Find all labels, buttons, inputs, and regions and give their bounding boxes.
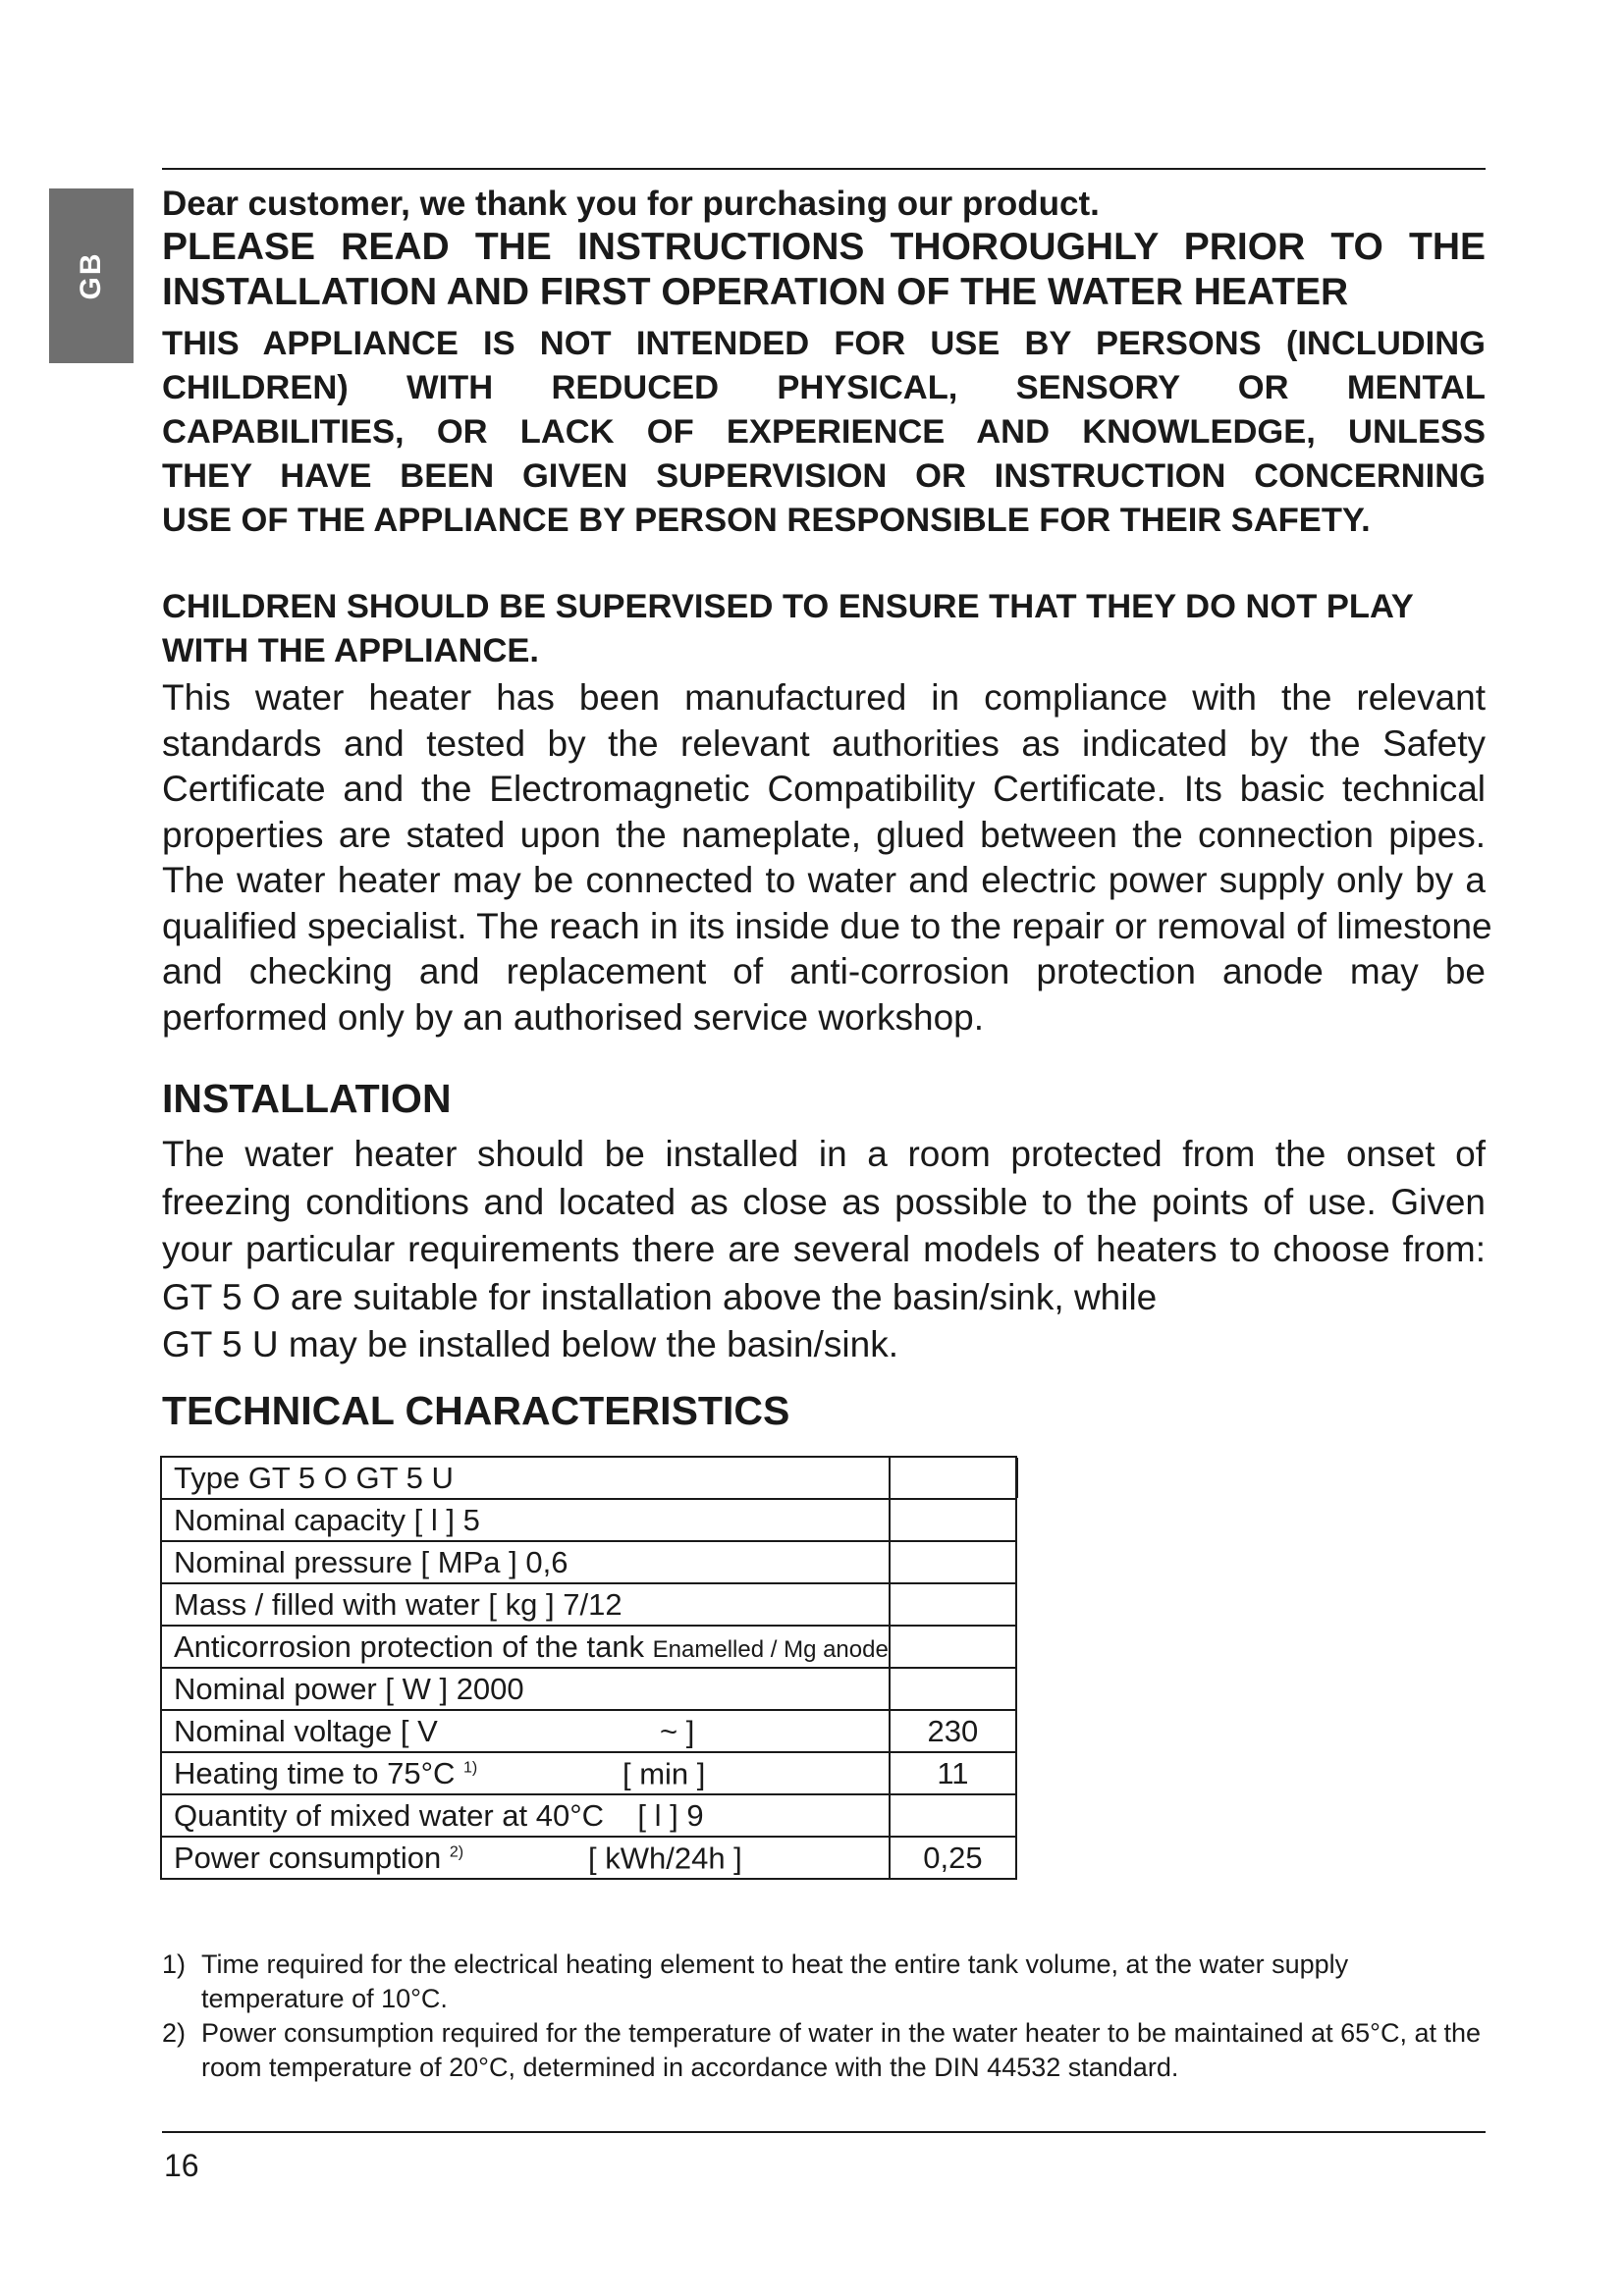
warning-line: USE OF THE APPLIANCE BY PERSON RESPONSIBLE FOR THEIR SAFETY.: [162, 502, 1371, 539]
table-row: [161, 1457, 1016, 1499]
row-label-small: Enamelled / Mg anode: [652, 1636, 889, 1663]
installation-paragraph: [162, 1131, 1486, 1369]
paragraph-line: properties are stated upon the nameplate, glued between the connection pipes.: [162, 814, 1486, 855]
children-warning-line: CHILDREN SHOULD BE SUPERVISED TO ENSURE THAT THEY DO NOT PLAY: [162, 588, 1414, 625]
footnote-number: 2): [162, 2018, 187, 2048]
paragraph-line: freezing conditions and located as close as possible to the points of use. Given: [162, 1181, 1486, 1222]
paragraph-line: This water heater has been manufactured in compliance with the relevant: [162, 677, 1486, 718]
table-cell-value: 11: [890, 1752, 1016, 1794]
paragraph-line: qualified specialist. The reach in its inside due to the repair or removal of limestone: [162, 905, 1492, 946]
table-cell-value: 0,25: [890, 1837, 1016, 1879]
children-warning: [162, 585, 1537, 673]
column-divider: [1016, 1458, 1019, 1498]
paragraph-line: GT 5 U may be installed below the basin/sink.: [162, 1324, 898, 1364]
headline-line: PLEASE READ THE INSTRUCTIONS THOROUGHLY PRIOR TO THE: [162, 226, 1486, 268]
headline-line: INSTALLATION AND FIRST OPERATION OF THE WATER HEATER: [162, 271, 1349, 313]
table-cell-value: [890, 1457, 1016, 1499]
greeting: Dear customer, we thank you for purchasing our product.: [162, 185, 1100, 223]
warning-line: THEY HAVE BEEN GIVEN SUPERVISION OR INSTRUCTION CONCERNING: [162, 457, 1486, 495]
top-rule: [162, 168, 1486, 170]
table-row: [161, 1710, 1016, 1752]
footnote: [162, 1948, 1486, 2016]
row-unit: ~ ]: [660, 1714, 695, 1748]
table-row: [161, 1583, 1016, 1626]
bottom-rule: [162, 2131, 1486, 2133]
table-row: [161, 1668, 1016, 1710]
language-tab-label: GB: [75, 251, 107, 300]
footnote-ref: 1): [462, 1759, 478, 1777]
paragraph-line: performed only by an authorised service workshop.: [162, 996, 985, 1038]
table-cell-value: [890, 1668, 1016, 1710]
paragraph-line: standards and tested by the relevant authorities as indicated by the Safety: [162, 722, 1486, 764]
table-cell-value: [890, 1626, 1016, 1668]
table-cell-value: [890, 1499, 1016, 1541]
headline: [162, 225, 1486, 315]
table-cell-value: [890, 1794, 1016, 1837]
table-row: [161, 1499, 1016, 1541]
table-cell-value: [890, 1541, 1016, 1583]
footnote-ref: 2): [449, 1843, 464, 1861]
footnote: [162, 2016, 1486, 2085]
footnotes: [162, 1948, 1486, 2085]
children-warning-line: WITH THE APPLIANCE.: [162, 632, 539, 669]
table-cell-value: 230: [890, 1710, 1016, 1752]
technical-heading: TECHNICAL CHARACTERISTICS: [162, 1388, 790, 1433]
table-cell-label: Quantity of mixed water at 40°C [ l ] 9: [161, 1794, 890, 1837]
language-tab: [49, 188, 134, 363]
installation-heading: INSTALLATION: [162, 1076, 452, 1121]
row-unit: [ kWh/24h ]: [588, 1841, 742, 1875]
paragraph-line: and checking and replacement of anti-corrosion protection anode may be: [162, 951, 1486, 991]
table-row: [161, 1626, 1016, 1668]
table-cell-label: Mass / filled with water [ kg ] 7/12: [161, 1583, 890, 1626]
table-cell-label: [161, 1752, 890, 1794]
table-cell-label: Nominal pressure [ MPa ] 0,6: [161, 1541, 890, 1583]
table-row: [161, 1794, 1016, 1837]
warning-line: CAPABILITIES, OR LACK OF EXPERIENCE AND KNOWLEDGE, UNLESS: [162, 413, 1486, 451]
footnote-number: 1): [162, 1949, 187, 1979]
table-cell-label: [161, 1837, 890, 1879]
row-label: Heating time to 75°C: [174, 1756, 463, 1790]
table-cell-value: [890, 1583, 1016, 1626]
table-cell-label: Type GT 5 O GT 5 U: [161, 1457, 890, 1499]
technical-table: [160, 1456, 1017, 1880]
paragraph-line: Certificate and the Electromagnetic Compatibility Certificate. Its basic technical: [162, 769, 1486, 809]
table-cell-label: Nominal power [ W ] 2000: [161, 1668, 890, 1710]
table-cell-label: [161, 1710, 890, 1752]
paragraph-line: GT 5 O are suitable for installation above the basin/sink, while: [162, 1276, 1158, 1317]
paragraph-line: The water heater may be connected to water and electric power supply only by a: [162, 860, 1486, 900]
paragraph-line: your particular requirements there are several models of heaters to choose from:: [162, 1229, 1486, 1269]
warning-line: CHILDREN) WITH REDUCED PHYSICAL, SENSORY OR MENTAL: [162, 369, 1486, 406]
row-unit: [ min ]: [623, 1756, 706, 1790]
table-row: [161, 1541, 1016, 1583]
intro-paragraph: [162, 675, 1492, 1041]
footnote-text: Power consumption required for the temperature of water in the water heater to be maintained at 65°C, at the room temperature of 20°C, determined in accordance with the DIN 44532 standard.: [201, 2018, 1482, 2082]
table-row: [161, 1837, 1016, 1879]
table-cell-label: [161, 1626, 890, 1668]
row-label: Nominal voltage [ V: [174, 1714, 438, 1748]
footnote-text: Time required for the electrical heating element to heat the entire tank volume, at the water supply temperature of 10°C.: [201, 1949, 1349, 2013]
safety-warning: [162, 322, 1486, 543]
table-cell-label: Nominal capacity [ l ] 5: [161, 1499, 890, 1541]
page-number: 16: [164, 2148, 199, 2183]
row-label: Power consumption: [174, 1841, 450, 1875]
warning-line: THIS APPLIANCE IS NOT INTENDED FOR USE BY PERSONS (INCLUDING: [162, 325, 1486, 362]
row-label: Anticorrosion protection of the tank: [174, 1629, 653, 1664]
paragraph-line: The water heater should be installed in a room protected from the onset of: [162, 1134, 1486, 1174]
table-row: [161, 1752, 1016, 1794]
